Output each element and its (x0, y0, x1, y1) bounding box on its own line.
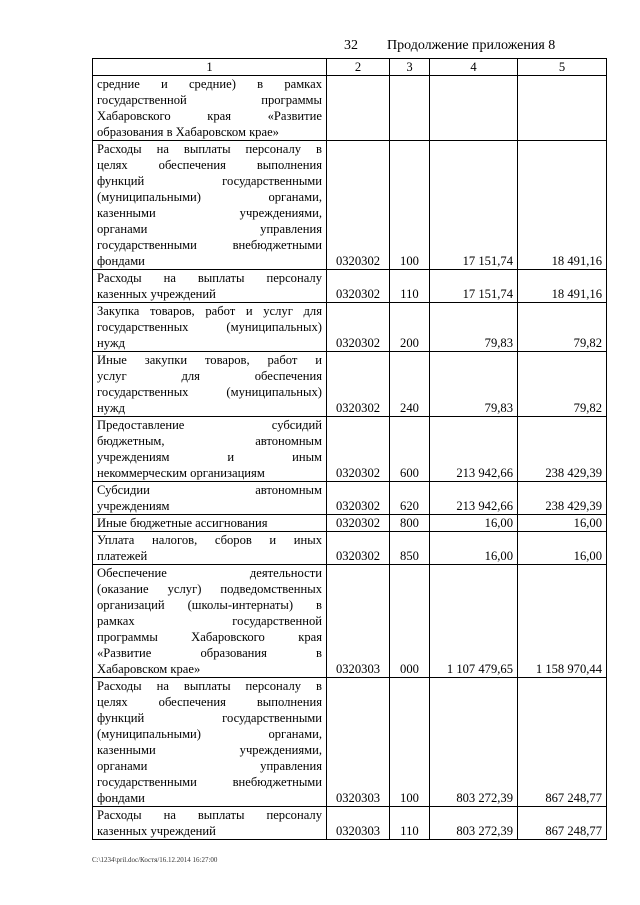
amount-year2-cell: 867 248,77 (518, 678, 607, 807)
table-body (93, 76, 607, 840)
expense-name-line: Иные закупки товаров, работ и (97, 353, 322, 367)
expense-name-cell (93, 303, 327, 352)
expense-type-cell: 110 (390, 270, 430, 303)
amount-year2-cell: 18 491,16 (518, 141, 607, 270)
amount-year2-cell: 79,82 (518, 303, 607, 352)
expense-name-line: казенными учреждениями, (97, 206, 322, 220)
amount-year1-cell: 803 272,39 (430, 807, 518, 840)
table-row (93, 352, 607, 417)
target-article-code-cell: 0320302 (327, 482, 390, 515)
expense-name-last-line: нужд (97, 401, 125, 415)
amount-year2-cell: 79,82 (518, 352, 607, 417)
amount-year1-cell: 803 272,39 (430, 678, 518, 807)
budget-table (92, 58, 607, 840)
amount-year1-cell: 16,00 (430, 532, 518, 565)
target-article-code-cell (327, 76, 390, 141)
expense-name-line: программы Хабаровского края (97, 630, 322, 644)
expense-name-line: функций государственными (97, 174, 322, 188)
expense-type-cell: 000 (390, 565, 430, 678)
target-article-code-cell: 0320302 (327, 270, 390, 303)
expense-name-line: (муниципальными) органами, (97, 727, 322, 741)
expense-name-last-line: нужд (97, 336, 125, 350)
expense-name-cell (93, 76, 327, 141)
target-article-code-cell: 0320302 (327, 417, 390, 482)
amount-year1-cell: 1 107 479,65 (430, 565, 518, 678)
table-row (93, 565, 607, 678)
expense-name-cell (93, 270, 327, 303)
target-article-code-cell: 0320302 (327, 532, 390, 565)
table-row (93, 303, 607, 352)
expense-name-last-line: фондами (97, 791, 145, 805)
amount-year1-cell: 17 151,74 (430, 141, 518, 270)
table-row (93, 76, 607, 141)
expense-name-last-line: казенных учреждений (97, 287, 216, 301)
table-row (93, 417, 607, 482)
expense-name-last-line: учреждениям (97, 499, 170, 513)
expense-name-line: организаций (школы-интернаты) в (97, 598, 322, 612)
expense-name-line: Расходы на выплаты персоналу (97, 271, 322, 285)
amount-year2-cell: 867 248,77 (518, 807, 607, 840)
column-header: 1 (93, 59, 327, 76)
table-row (93, 807, 607, 840)
expense-name-last-line: образования в Хабаровском крае» (97, 125, 279, 139)
target-article-code-cell: 0320302 (327, 515, 390, 532)
table-row (93, 270, 607, 303)
expense-name-line: органами управления (97, 222, 322, 236)
expense-type-cell: 620 (390, 482, 430, 515)
amount-year2-cell: 16,00 (518, 532, 607, 565)
expense-name-line: функций государственными (97, 711, 322, 725)
expense-name-line: (муниципальными) органами, (97, 190, 322, 204)
expense-name-line: государственных (муниципальных) (97, 320, 322, 334)
expense-type-cell: 600 (390, 417, 430, 482)
page-header (0, 38, 640, 56)
expense-name-last-line: казенных учреждений (97, 824, 216, 838)
expense-name-line: «Развитие образования в (97, 646, 322, 660)
expense-name-line: (оказание услуг) подведомственных (97, 582, 322, 596)
table-row (93, 515, 607, 532)
table-header-row (93, 59, 607, 76)
expense-name-line: Закупка товаров, работ и услуг для (97, 304, 322, 318)
amount-year1-cell: 17 151,74 (430, 270, 518, 303)
expense-name-line: государственных (муниципальных) (97, 385, 322, 399)
target-article-code-cell: 0320303 (327, 565, 390, 678)
expense-type-cell: 100 (390, 678, 430, 807)
expense-name-line: рамках государственной (97, 614, 322, 628)
target-article-code-cell: 0320303 (327, 807, 390, 840)
amount-year1-cell: 79,83 (430, 352, 518, 417)
amount-year2-cell: 1 158 970,44 (518, 565, 607, 678)
amount-year2-cell: 238 429,39 (518, 417, 607, 482)
expense-name-cell (93, 352, 327, 417)
expense-name-cell (93, 515, 327, 532)
target-article-code-cell: 0320302 (327, 352, 390, 417)
target-article-code-cell: 0320303 (327, 678, 390, 807)
file-path-footer: C:\1234\pril.doc/Костя/16.12.2014 16:27:00 (92, 856, 218, 864)
expense-name-last-line: некоммерческим организациям (97, 466, 265, 480)
amount-year1-cell: 16,00 (430, 515, 518, 532)
expense-name-cell (93, 565, 327, 678)
expense-name-line: целях обеспечения выполнения (97, 158, 322, 172)
expense-name-line: государственной программы (97, 93, 322, 107)
expense-name-line: бюджетным, автономным (97, 434, 322, 448)
expense-name-line: государственными внебюджетными (97, 775, 322, 789)
expense-type-cell: 850 (390, 532, 430, 565)
page-number: 32 (344, 38, 358, 53)
expense-name-line: Уплата налогов, сборов и иных (97, 533, 322, 547)
expense-name-line: казенными учреждениями, (97, 743, 322, 757)
amount-year2-cell: 18 491,16 (518, 270, 607, 303)
amount-year1-cell (430, 76, 518, 141)
table-row (93, 482, 607, 515)
column-header: 4 (430, 59, 518, 76)
table-row (93, 532, 607, 565)
column-header: 5 (518, 59, 607, 76)
expense-name-line: Расходы на выплаты персоналу (97, 808, 322, 822)
expense-name-cell (93, 532, 327, 565)
amount-year2-cell: 238 429,39 (518, 482, 607, 515)
expense-name-last-line: Хабаровском крае» (97, 662, 201, 676)
expense-name-line: Субсидии автономным (97, 483, 322, 497)
appendix-continuation-title: Продолжение приложения 8 (387, 38, 556, 53)
expense-name-last-line: Иные бюджетные ассигнования (97, 516, 268, 530)
expense-name-line: услуг для обеспечения (97, 369, 322, 383)
column-header: 3 (390, 59, 430, 76)
expense-name-line: Расходы на выплаты персоналу в (97, 679, 322, 693)
expense-type-cell: 100 (390, 141, 430, 270)
expense-type-cell (390, 76, 430, 141)
expense-name-line: Предоставление субсидий (97, 418, 322, 432)
expense-name-cell (93, 417, 327, 482)
amount-year1-cell: 213 942,66 (430, 417, 518, 482)
expense-type-cell: 240 (390, 352, 430, 417)
target-article-code-cell: 0320302 (327, 303, 390, 352)
amount-year1-cell: 213 942,66 (430, 482, 518, 515)
expense-name-line: целях обеспечения выполнения (97, 695, 322, 709)
expense-name-last-line: фондами (97, 254, 145, 268)
expense-name-line: Расходы на выплаты персоналу в (97, 142, 322, 156)
expense-name-line: Обеспечение деятельности (97, 566, 322, 580)
target-article-code-cell: 0320302 (327, 141, 390, 270)
expense-name-cell (93, 807, 327, 840)
amount-year1-cell: 79,83 (430, 303, 518, 352)
expense-name-line: государственными внебюджетными (97, 238, 322, 252)
column-header: 2 (327, 59, 390, 76)
expense-name-cell (93, 678, 327, 807)
expense-type-cell: 110 (390, 807, 430, 840)
expense-name-last-line: платежей (97, 549, 148, 563)
expense-type-cell: 800 (390, 515, 430, 532)
expense-name-line: Хабаровского края «Развитие (97, 109, 322, 123)
expense-name-cell (93, 141, 327, 270)
table-row (93, 141, 607, 270)
expense-name-line: органами управления (97, 759, 322, 773)
expense-name-cell (93, 482, 327, 515)
table-row (93, 678, 607, 807)
expense-type-cell: 200 (390, 303, 430, 352)
amount-year2-cell (518, 76, 607, 141)
expense-name-line: учреждениям и иным (97, 450, 322, 464)
expense-name-line: средние и средние) в рамках (97, 77, 322, 91)
amount-year2-cell: 16,00 (518, 515, 607, 532)
